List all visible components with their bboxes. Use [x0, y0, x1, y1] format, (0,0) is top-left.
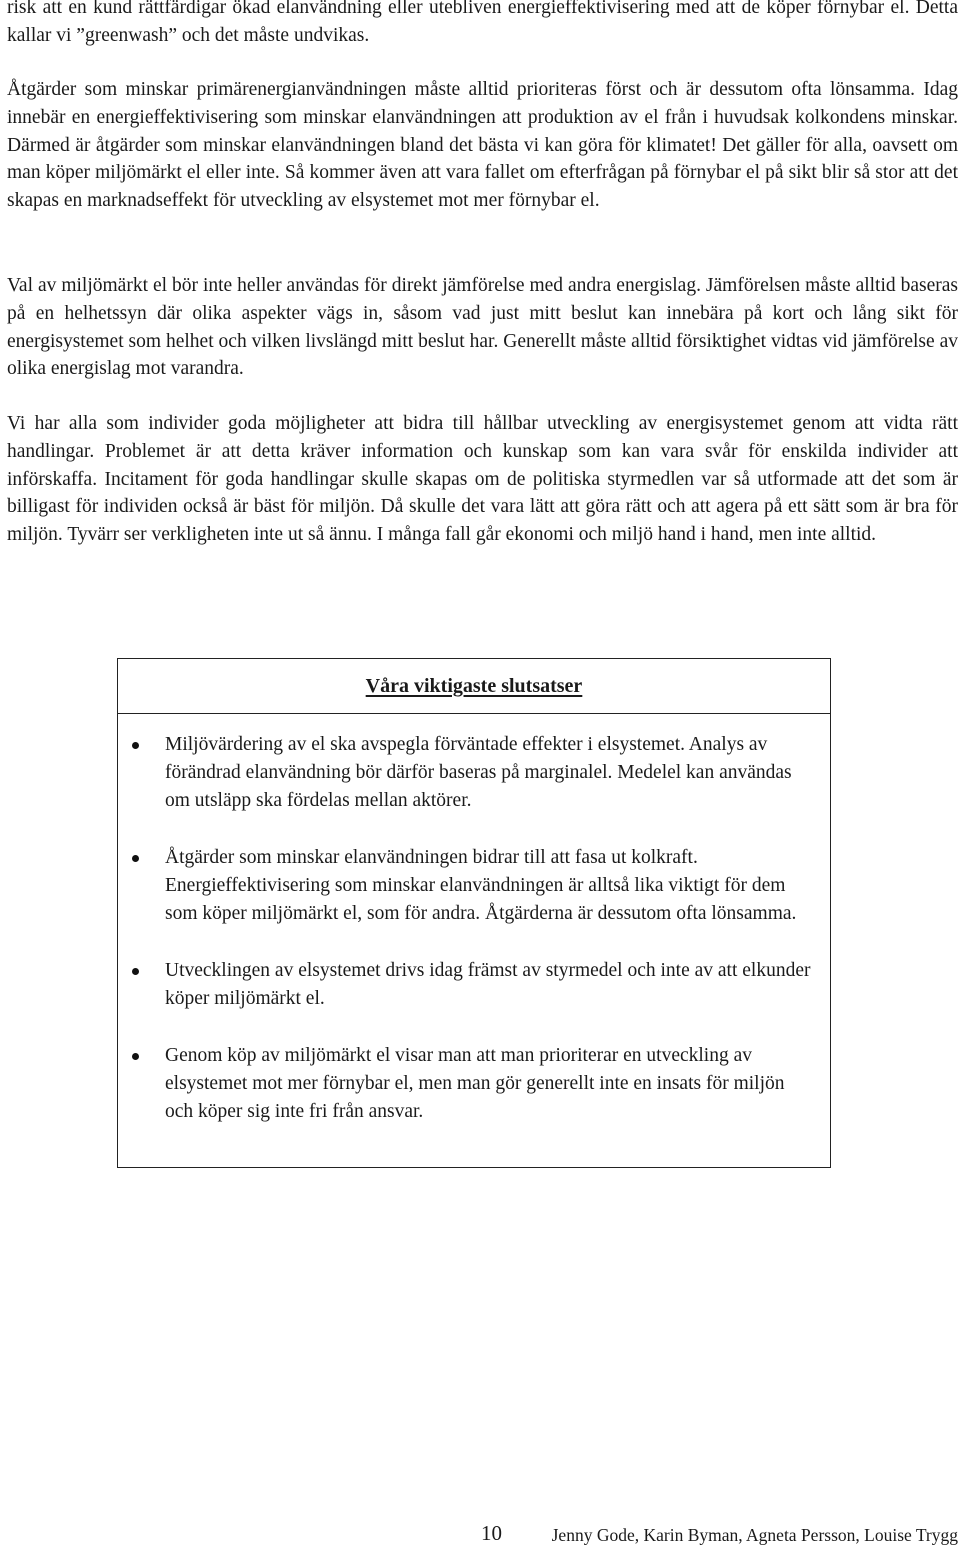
- conclusion-text: Åtgärder som minskar elanvändningen bidrar till att fasa ut kolkraft. Energieffektivisering som minskar elanvändningen är alltså lika viktigt för dem som köper miljömärkt el, som för andra. Åtgärderna är dessutom ofta lönsamma.: [165, 847, 797, 924]
- conclusion-text: Genom köp av miljömärkt el visar man att man prioriterar en utveckling av elsystemet mot mer förnybar el, men man gör generellt inte en insats för miljön och köper sig inte fri från ansvar.: [165, 1045, 785, 1122]
- conclusion-item: [118, 731, 830, 815]
- conclusions-box: [117, 658, 831, 1168]
- conclusion-text: Utvecklingen av elsystemet drivs idag främst av styrmedel och inte av att elkunder köper miljömärkt el.: [165, 960, 811, 1009]
- page-footer: [0, 1521, 960, 1551]
- page-number: 10: [481, 1521, 502, 1545]
- body-paragraph: Val av miljömärkt el bör inte heller användas för direkt jämförelse med andra energislag. Jämförelsen måste alltid baseras på en helhetssyn där olika aspekter vägs in, såsom vad just mitt beslut kan innebära på kort och lång sikt för energisystemet som helhet och vilken livslängd mitt beslut har. Generellt måste alltid försiktighet vidtas vid jämförelse av olika energislag mot varandra.: [7, 275, 958, 380]
- conclusions-list: [118, 731, 830, 1126]
- body-paragraph: risk att en kund rättfärdigar ökad elanvändning eller utebliven energieffektivisering med att de köper förnybar el. Detta kallar vi ”greenwash” och det måste undvikas.: [7, 0, 958, 46]
- body-paragraph: Vi har alla som individer goda möjligheter att bidra till hållbar utveckling av energisystemet genom att vidta rätt handlingar. Problemet är att detta kräver information och kunskap som kan vara svår för enskilda individer att införskaffa. Incitament för goda handlingar skulle skapas om de politiska styrmedlen var så utformade att det som är billigast för individen också är bäst för miljön. Då skulle det vara lätt att göra rätt och att agera på ett sätt som är bra för miljön. Tyvärr ser verkligheten inte ut så ännu. I många fall går ekonomi och miljö hand i hand, men inte alltid.: [7, 413, 958, 546]
- conclusion-item: [118, 844, 830, 928]
- conclusions-title: Våra viktigaste slutsatser: [365, 675, 583, 697]
- body-paragraph: Åtgärder som minskar primärenergianvändningen måste alltid prioriteras först och är dessutom ofta lönsamma. Idag innebär en energieffektivisering som minskar elanvändningen att produktion av el från i huvudsak kolkondens minskar. Därmed är åtgärder som minskar elanvändningen bland det bästa vi kan göra för klimatet! Det gäller för alla, oavsett om man köper miljömärkt el eller inte. Så kommer även att vara fallet om efterfrågan på förnybar el på sikt blir så stor att det skapas en marknadseffekt för utveckling av elsystemet mot mer förnybar el.: [7, 79, 958, 212]
- conclusions-header: [118, 659, 830, 714]
- bullet-icon: [132, 742, 139, 749]
- footer-authors: Jenny Gode, Karin Byman, Agneta Persson, Louise Trygg: [551, 1525, 958, 1545]
- conclusion-text: Miljövärdering av el ska avspegla förväntade effekter i elsystemet. Analys av förändrad elanvändning bör därför baseras på marginalel. Medelel kan användas om utsläpp ska fördelas mellan aktörer.: [165, 734, 792, 811]
- bullet-icon: [132, 968, 139, 975]
- conclusion-item: [118, 1042, 830, 1126]
- bullet-icon: [132, 855, 139, 862]
- conclusion-item: [118, 957, 830, 1013]
- bullet-icon: [132, 1053, 139, 1060]
